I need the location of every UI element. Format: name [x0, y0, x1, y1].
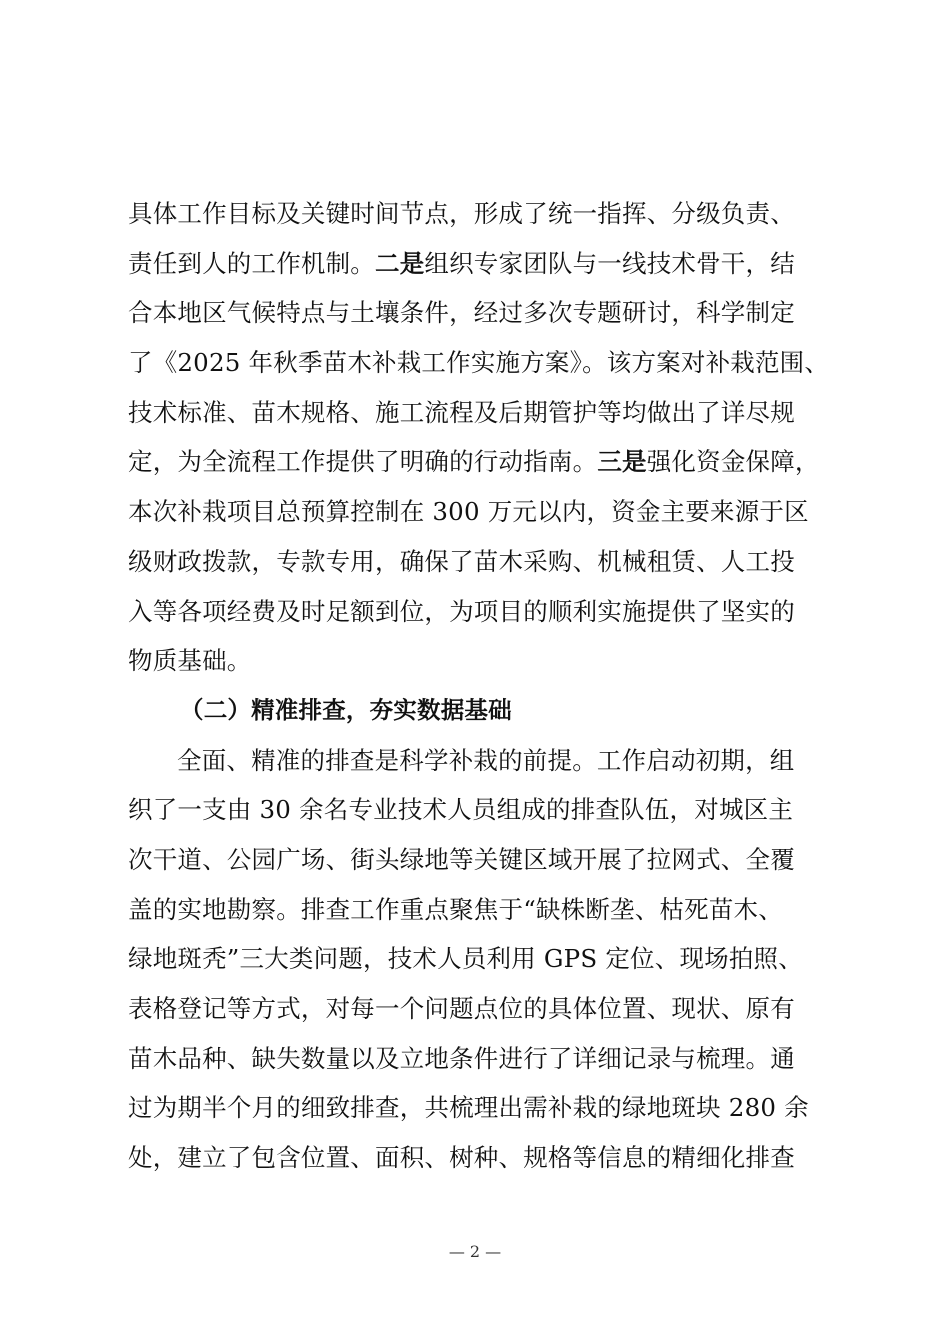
paragraph-line: 合本地区气候特点与土壤条件，经过多次专题研讨，科学制定	[128, 298, 795, 328]
paragraph-line: 物质基础。	[128, 646, 252, 676]
line-text: 组织专家团队与一线技术骨干，结	[424, 248, 795, 278]
paragraph-line: 处，建立了包含位置、面积、树种、规格等信息的精细化排查	[128, 1143, 795, 1173]
line-text: 责任到人的工作机制。	[128, 248, 375, 278]
body-text	[128, 189, 848, 1183]
line-text: 强化资金保障，	[646, 447, 820, 477]
section-heading: （二）精准排查，夯实数据基础	[180, 695, 512, 724]
paragraph-line: 盖的实地勘察。排查工作重点聚焦于“缺株断垄、枯死苗木、	[128, 894, 783, 924]
paragraph-line: 绿地斑秃”三大类问题，技术人员利用 GPS 定位、现场拍照、	[128, 944, 803, 974]
paragraph-line	[128, 437, 848, 487]
paragraph-line: 了《2025 年秋季苗木补栽工作实施方案》。该方案对补栽范围、	[128, 348, 830, 378]
paragraph-line: 次干道、公园广场、街头绿地等关键区域开展了拉网式、全覆	[128, 844, 795, 874]
bold-marker: 二是	[375, 248, 425, 278]
page-number: — 2 —	[448, 1242, 502, 1261]
paragraph-line: 表格登记等方式，对每一个问题点位的具体位置、现状、原有	[128, 994, 795, 1023]
paragraph-line: 具体工作目标及关键时间节点，形成了统一指挥、分级负责、	[128, 199, 795, 228]
paragraph-line: 技术标准、苗木规格、施工流程及后期管护等均做出了详尽规	[128, 397, 795, 427]
paragraph-line: 全面、精准的排查是科学补栽的前提。工作启动初期，组	[177, 745, 795, 775]
line-text: 定，为全流程工作提供了明确的行动指南。	[128, 447, 598, 477]
paragraph-line: 入等各项经费及时足额到位，为项目的顺利实施提供了坚实的	[128, 596, 795, 626]
paragraph-line: 苗木品种、缺失数量以及立地条件进行了详细记录与梳理。通	[128, 1043, 795, 1073]
bold-marker: 三是	[597, 447, 647, 477]
paragraph-line: 过为期半个月的细致排查，共梳理出需补栽的绿地斑块 280 余	[128, 1093, 809, 1123]
paragraph-line: 本次补栽项目总预算控制在 300 万元以内，资金主要来源于区	[128, 497, 809, 527]
paragraph-line: 级财政拨款，专款专用，确保了苗木采购、机械租赁、人工投	[128, 546, 795, 576]
paragraph-line	[128, 239, 848, 289]
paragraph-line: 织了一支由 30 余名专业技术人员组成的排查队伍，对城区主	[128, 795, 794, 825]
